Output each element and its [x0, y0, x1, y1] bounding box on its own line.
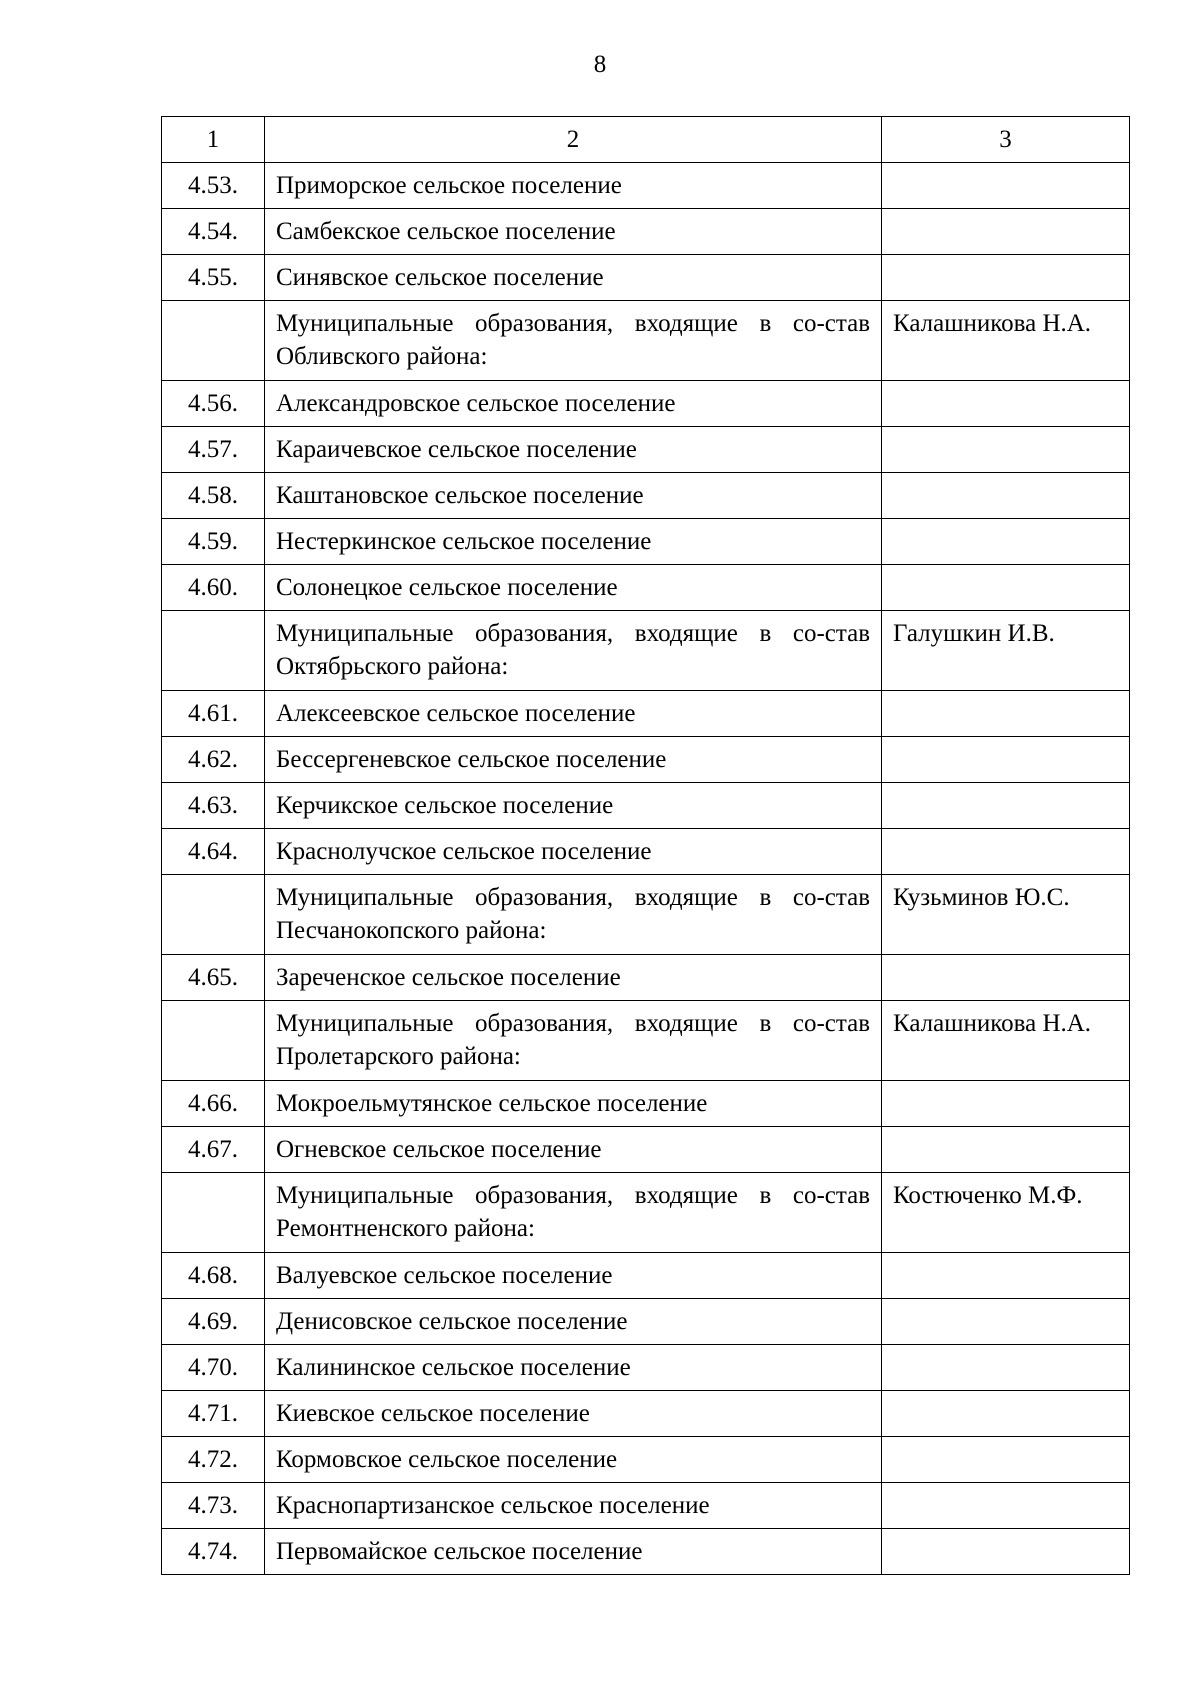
settlement-name-cell: Приморское сельское поселение: [265, 163, 882, 209]
table-row: [162, 1483, 1130, 1529]
table-group-row: [162, 1173, 1130, 1253]
responsible-person-cell: [882, 209, 1130, 255]
responsible-person-cell: Калашникова Н.А.: [882, 301, 1130, 381]
settlement-name-cell: Каштановское сельское поселение: [265, 473, 882, 519]
responsible-person-cell: [882, 1081, 1130, 1127]
responsible-person-cell: [882, 1127, 1130, 1173]
row-number-cell: 4.58.: [162, 473, 265, 519]
responsible-person-cell: Галушкин И.В.: [882, 611, 1130, 691]
settlement-name-cell: Кормовское сельское поселение: [265, 1437, 882, 1483]
responsible-person-cell: [882, 519, 1130, 565]
responsible-person-cell: Костюченко М.Ф.: [882, 1173, 1130, 1253]
responsible-person-cell: [882, 473, 1130, 519]
settlement-name-cell: Керчикское сельское поселение: [265, 783, 882, 829]
settlement-name-cell: Алексеевское сельское поселение: [265, 691, 882, 737]
district-group-cell: Муниципальные образования, входящие в со-став Песчанокопского района:: [265, 875, 882, 955]
table-row: [162, 1391, 1130, 1437]
responsible-person-cell: [882, 1391, 1130, 1437]
column-header-2: 2: [265, 117, 882, 163]
settlement-name-cell: Денисовское сельское поселение: [265, 1299, 882, 1345]
responsible-person-cell: [882, 1299, 1130, 1345]
row-number-cell: 4.72.: [162, 1437, 265, 1483]
settlement-name-cell: Зареченское сельское поселение: [265, 955, 882, 1001]
district-group-cell: Муниципальные образования, входящие в со-став Обливского района:: [265, 301, 882, 381]
settlement-name-cell: Мокроельмутянское сельское поселение: [265, 1081, 882, 1127]
settlement-name-cell: Краснопартизанское сельское поселение: [265, 1483, 882, 1529]
responsible-person-cell: [882, 1437, 1130, 1483]
responsible-person-cell: [882, 1253, 1130, 1299]
settlement-name-cell: Синявское сельское поселение: [265, 255, 882, 301]
row-number-cell: 4.70.: [162, 1345, 265, 1391]
row-number-cell: 4.66.: [162, 1081, 265, 1127]
responsible-person-cell: Кузьминов Ю.С.: [882, 875, 1130, 955]
row-number-cell: 4.60.: [162, 565, 265, 611]
column-header-1: 1: [162, 117, 265, 163]
responsible-person-cell: [882, 565, 1130, 611]
responsible-person-cell: [882, 1483, 1130, 1529]
settlement-name-cell: Калининское сельское поселение: [265, 1345, 882, 1391]
responsible-person-cell: [882, 691, 1130, 737]
settlement-name-cell: Нестеркинское сельское поселение: [265, 519, 882, 565]
table-row: [162, 565, 1130, 611]
table-row: [162, 1299, 1130, 1345]
row-number-cell: 4.69.: [162, 1299, 265, 1345]
table-group-row: [162, 875, 1130, 955]
row-number-cell: 4.59.: [162, 519, 265, 565]
row-number-cell: 4.56.: [162, 381, 265, 427]
table-row: [162, 519, 1130, 565]
row-number-cell: 4.64.: [162, 829, 265, 875]
table-group-row: [162, 1001, 1130, 1081]
settlement-name-cell: Краснолучское сельское поселение: [265, 829, 882, 875]
table-row: [162, 737, 1130, 783]
settlement-name-cell: Самбекское сельское поселение: [265, 209, 882, 255]
row-number-cell: 4.67.: [162, 1127, 265, 1173]
table-row: [162, 1081, 1130, 1127]
settlement-name-cell: Валуевское сельское поселение: [265, 1253, 882, 1299]
table-group-row: [162, 301, 1130, 381]
row-number-cell: 4.57.: [162, 427, 265, 473]
table-row: [162, 1253, 1130, 1299]
settlement-name-cell: Александровское сельское поселение: [265, 381, 882, 427]
municipalities-table: [161, 116, 1130, 1575]
settlement-name-cell: Солонецкое сельское поселение: [265, 565, 882, 611]
row-number-cell: [162, 611, 265, 691]
row-number-cell: 4.65.: [162, 955, 265, 1001]
row-number-cell: [162, 301, 265, 381]
responsible-person-cell: [882, 427, 1130, 473]
table-row: [162, 1529, 1130, 1575]
responsible-person-cell: [882, 737, 1130, 783]
row-number-cell: 4.54.: [162, 209, 265, 255]
row-number-cell: 4.62.: [162, 737, 265, 783]
table-row: [162, 783, 1130, 829]
table-row: [162, 381, 1130, 427]
table-header-row: [162, 117, 1130, 163]
row-number-cell: [162, 1001, 265, 1081]
column-header-3: 3: [882, 117, 1130, 163]
row-number-cell: 4.61.: [162, 691, 265, 737]
responsible-person-cell: [882, 255, 1130, 301]
row-number-cell: 4.71.: [162, 1391, 265, 1437]
row-number-cell: 4.74.: [162, 1529, 265, 1575]
row-number-cell: 4.63.: [162, 783, 265, 829]
settlement-name-cell: Караичевское сельское поселение: [265, 427, 882, 473]
settlement-name-cell: Киевское сельское поселение: [265, 1391, 882, 1437]
settlement-name-cell: Огневское сельское поселение: [265, 1127, 882, 1173]
table-body: [162, 117, 1130, 1575]
settlement-name-cell: Первомайское сельское поселение: [265, 1529, 882, 1575]
table-row: [162, 427, 1130, 473]
row-number-cell: 4.53.: [162, 163, 265, 209]
table-row: [162, 1127, 1130, 1173]
table-row: [162, 691, 1130, 737]
settlement-name-cell: Бессергеневское сельское поселение: [265, 737, 882, 783]
row-number-cell: [162, 1173, 265, 1253]
page-number: 8: [593, 51, 607, 78]
row-number-cell: 4.73.: [162, 1483, 265, 1529]
table-group-row: [162, 611, 1130, 691]
table-row: [162, 255, 1130, 301]
responsible-person-cell: [882, 829, 1130, 875]
table-row: [162, 955, 1130, 1001]
responsible-person-cell: [882, 955, 1130, 1001]
responsible-person-cell: Калашникова Н.А.: [882, 1001, 1130, 1081]
responsible-person-cell: [882, 381, 1130, 427]
district-group-cell: Муниципальные образования, входящие в со-став Октябрьского района:: [265, 611, 882, 691]
table-row: [162, 473, 1130, 519]
table-row: [162, 163, 1130, 209]
table-row: [162, 829, 1130, 875]
table-row: [162, 1437, 1130, 1483]
table-row: [162, 1345, 1130, 1391]
row-number-cell: [162, 875, 265, 955]
responsible-person-cell: [882, 1345, 1130, 1391]
district-group-cell: Муниципальные образования, входящие в со-став Пролетарского района:: [265, 1001, 882, 1081]
responsible-person-cell: [882, 783, 1130, 829]
district-group-cell: Муниципальные образования, входящие в со-став Ремонтненского района:: [265, 1173, 882, 1253]
responsible-person-cell: [882, 1529, 1130, 1575]
row-number-cell: 4.68.: [162, 1253, 265, 1299]
table-row: [162, 209, 1130, 255]
responsible-person-cell: [882, 163, 1130, 209]
row-number-cell: 4.55.: [162, 255, 265, 301]
